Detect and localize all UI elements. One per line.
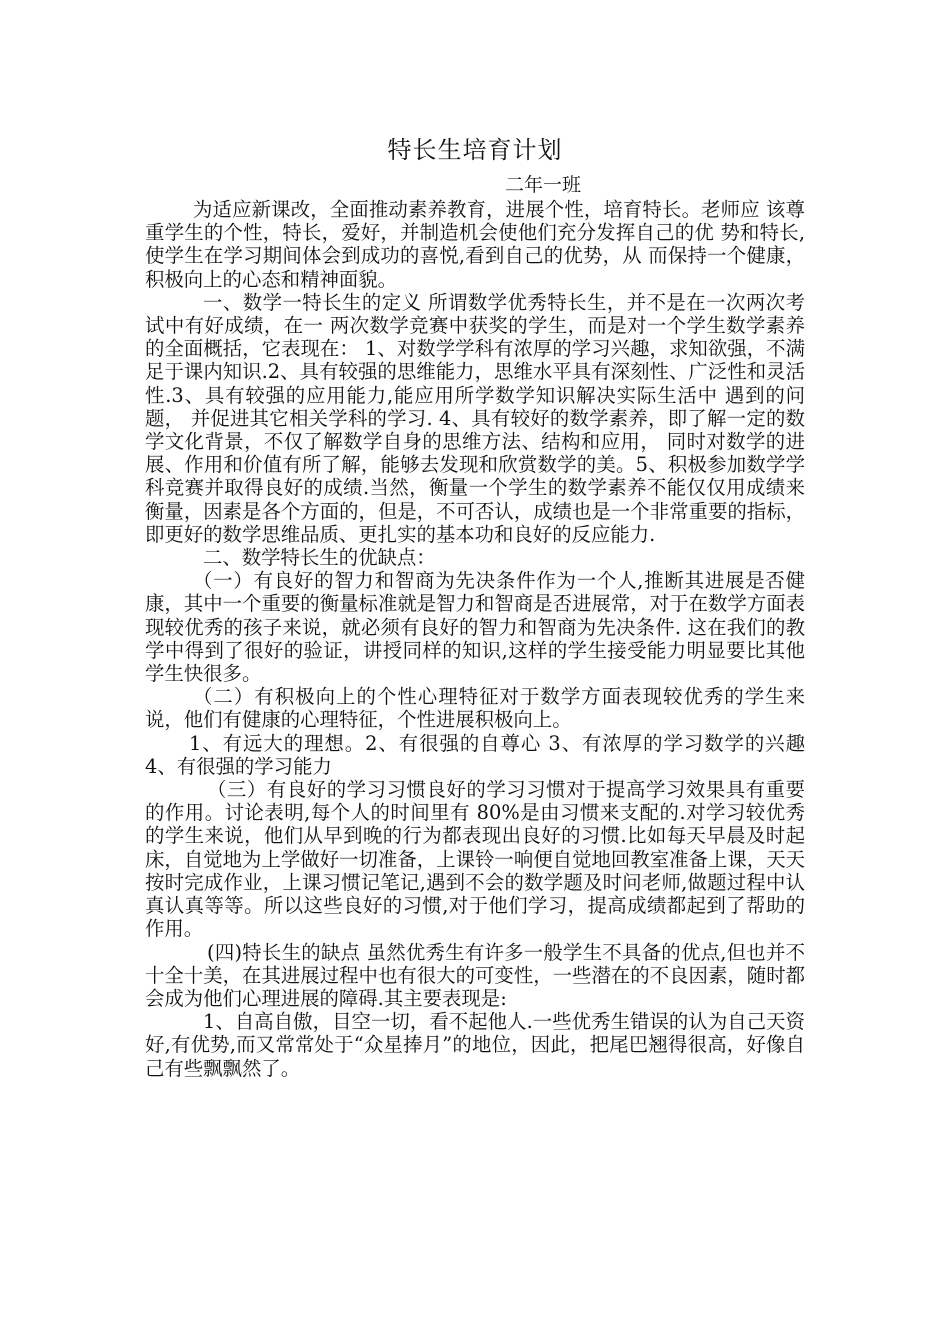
paragraph-point-3-habits: （三）有良好的学习习惯良好的学习习惯对于提高学习效果具有重要的作用。讨论表明,每个人的时间里有 80%是由习惯来支配的.对学习较优秀的学生来说，他们从早到晚的行为都表现出良好的习惯.比如每天早晨及时起床，自觉地为上学做好一切准备，上课铃一响便自觉地回教室准备上课，天天按时完成作业，上课习惯记笔记,遇到不会的数学题及时问老师,做题过程中认真认真等等。所以这些良好的习惯,对于他们学习，提高成绩都起到了帮助的作用。 (145, 778, 805, 941)
paragraph-psychology-list: 1、有远大的理想。2、有很强的自尊心 3、有浓厚的学习数学的兴趣 4、有很强的学习能力 (145, 731, 805, 778)
paragraph-section-1-definition: 一、数学一特长生的定义 所谓数学优秀特长生，并不是在一次两次考试中有好成绩，在一 两次数学竞赛中获奖的学生，而是对一个学生数学素养的全面概括，它表现在： 1、对数学学科有浓厚的学习兴趣，求知欲强，不满足于课内知识.2、具有较强的思维能力，思维水平具有深刻性、广泛性和灵活性.3、具有较强的应用能力,能应用所学数学知识解决实际生活中 遇到的问题， 并促进其它相关学科的学习. 4、具有较好的数学素养，即了解一定的数学文化背景，不仅了解数学自身的思维方法、结构和应用， 同时对数学的进展、作用和价值有所了解，能够去发现和欣赏数学的美。5、积极参加数学学科竞赛并取得良好的成绩.当然，衡量一个学生的数学素养不能仅仅用成绩来衡量，因素是各个方面的，但是，不可否认，成绩也是一个非常重要的指标， 即更好的数学思维品质、更扎实的基本功和良好的反应能力. (145, 290, 805, 546)
paragraph-intro: 为适应新课改，全面推动素养教育，进展个性，培育特长。老师应 该尊重学生的个性，特长，爱好，并制造机会使他们充分发挥自己的优 势和特长,使学生在学习期间体会到成功的喜悦,看到自己的优势，从 而保持一个健康，积极向上的心态和精神面貌。 (145, 198, 805, 291)
class-name: 二年一班 (505, 174, 582, 196)
paragraph-weakness-1-arrogance: 1、自高自傲，目空一切，看不起他人.一些优秀生错误的认为自己天资好,有优势,而又常常处于“众星捧月”的地位，因此，把尾巴翘得很高，好像自己有些飘飘然了。 (145, 1010, 805, 1080)
paragraph-point-4-weaknesses: (四)特长生的缺点 虽然优秀生有许多一般学生不具备的优点,但也并不十全十美，在其进展过程中也有很大的可变性，一些潜在的不良因素，随时都会成为他们心理进展的障碍.其主要表现是: (145, 940, 805, 1010)
paragraph-point-2-psychology: （二）有积极向上的个性心理特征对于数学方面表现较优秀的学生来说，他们有健康的心理特征，个性进展积极向上。 (145, 685, 805, 732)
document-page (145, 132, 805, 1080)
paragraph-section-2-heading: 二、数学特长生的优缺点： (203, 546, 436, 570)
document-title: 特长生培育计划 (387, 136, 563, 164)
paragraph-point-1-intelligence: （一）有良好的智力和智商为先决条件作为一个人,推断其进展是否健康，其中一个重要的衡量标准就是智力和智商是否进展常，对于在数学方面表现较优秀的孩子来说，就必须有良好的智力和智商为先决条件. 这在我们的教学中得到了很好的验证，讲授同样的知识,这样的学生接受能力明显要比其他学生快很多。 (145, 569, 805, 686)
